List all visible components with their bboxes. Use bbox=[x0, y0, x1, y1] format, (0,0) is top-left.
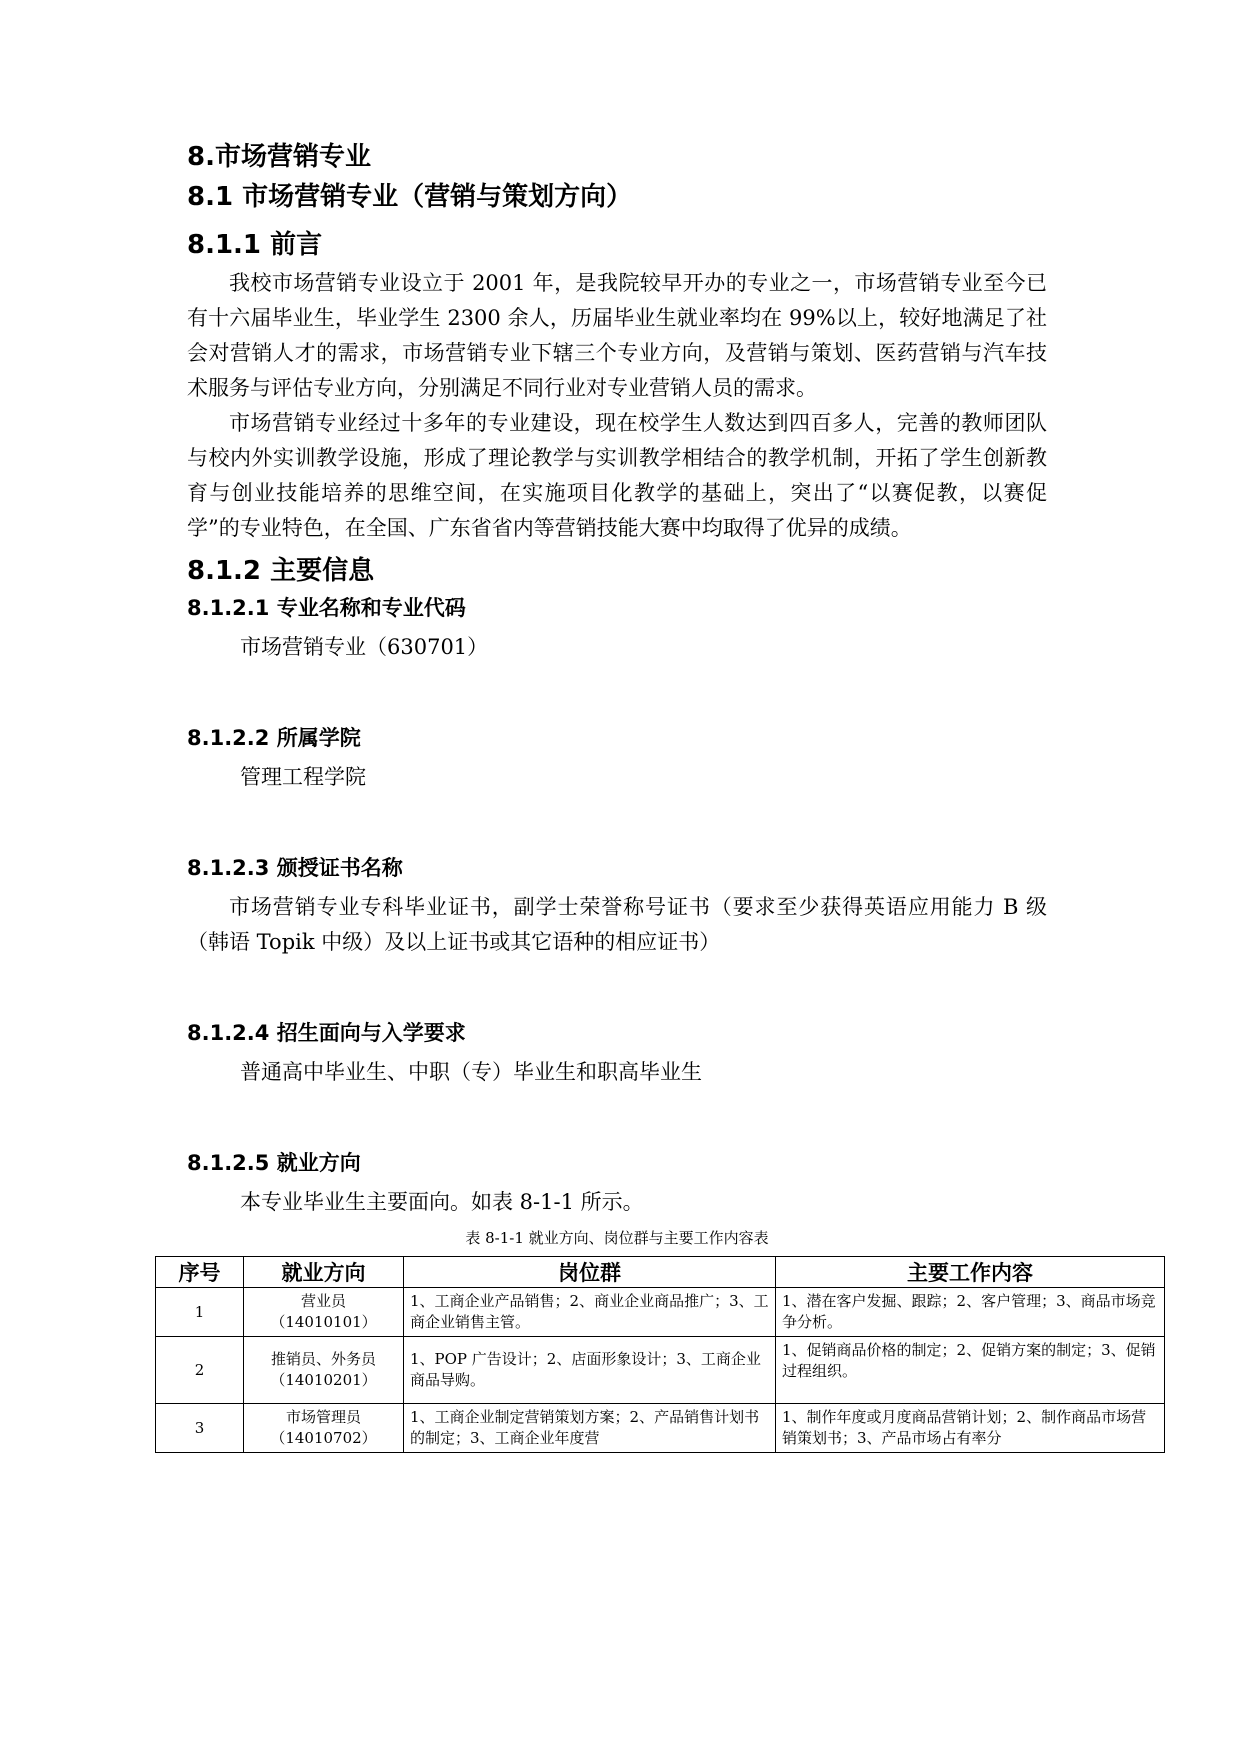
header-direction: 就业方向 bbox=[244, 1257, 404, 1288]
section-title: 8.1 市场营销专业（营销与策划方向） bbox=[187, 182, 633, 212]
table-header-row bbox=[156, 1257, 1165, 1288]
row-no: 3 bbox=[156, 1404, 244, 1453]
table-row bbox=[156, 1337, 1165, 1404]
direction-name: 营业员 bbox=[300, 1292, 346, 1310]
direction-code: （14010201） bbox=[270, 1371, 377, 1389]
row-no: 1 bbox=[156, 1288, 244, 1337]
college-heading: 8.1.2.2 所属学院 bbox=[187, 726, 361, 750]
main-info-heading: 8.1.2 主要信息 bbox=[187, 556, 375, 586]
college-value: 管理工程学院 bbox=[240, 765, 366, 789]
row-direction bbox=[244, 1404, 404, 1453]
direction-code: （14010702） bbox=[270, 1429, 377, 1447]
row-no: 2 bbox=[156, 1337, 244, 1404]
header-jobs: 岗位群 bbox=[404, 1257, 776, 1288]
major-name-code-heading: 8.1.2.1 专业名称和专业代码 bbox=[187, 596, 466, 620]
direction-code: （14010101） bbox=[270, 1313, 377, 1331]
row-content: 1、制作年度或月度商品营销计划；2、制作商品市场营销策划书；3、产品市场占有率分 bbox=[776, 1404, 1165, 1453]
header-no: 序号 bbox=[156, 1257, 244, 1288]
row-direction bbox=[244, 1288, 404, 1337]
row-jobs: 1、POP 广告设计；2、店面形象设计；3、工商企业商品导购。 bbox=[404, 1337, 776, 1404]
admission-value: 普通高中毕业生、中职（专）毕业生和职高毕业生 bbox=[240, 1060, 702, 1084]
certificate-value: 市场营销专业专科毕业证书，副学士荣誉称号证书（要求至少获得英语应用能力 B 级（韩语 Topik 中级）及以上证书或其它语种的相应证书） bbox=[187, 895, 1047, 954]
header-content: 主要工作内容 bbox=[776, 1257, 1165, 1288]
employment-heading: 8.1.2.5 就业方向 bbox=[187, 1151, 361, 1175]
row-direction bbox=[244, 1337, 404, 1404]
chapter-title: 8.市场营销专业 bbox=[187, 142, 371, 172]
preface-paragraph-1: 我校市场营销专业设立于 2001 年，是我院较早开办的专业之一，市场营销专业至今已有十六届毕业生，毕业学生 2300 余人，历届毕业生就业率均在 99%以上，较好地满足了社会对营销人才的需求，市场营销专业下辖三个专业方向，及营销与策划、医药营销与汽车技术服务与评估专业方向，分别满足不同行业对专业营销人员的需求。 bbox=[187, 271, 1047, 400]
preface-heading: 8.1.1 前言 bbox=[187, 230, 323, 260]
row-jobs: 1、工商企业产品销售；2、商业企业商品推广；3、工商企业销售主管。 bbox=[404, 1288, 776, 1337]
preface-paragraph-2: 市场营销专业经过十多年的专业建设，现在校学生人数达到四百多人，完善的教师团队与校内外实训教学设施，形成了理论教学与实训教学相结合的教学机制，开拓了学生创新教育与创业技能培养的思维空间，在实施项目化教学的基础上，突出了“以赛促教，以赛促学”的专业特色，在全国、广东省省内等营销技能大赛中均取得了优异的成绩。 bbox=[187, 411, 1047, 540]
employment-value: 本专业毕业生主要面向。如表 8-1-1 所示。 bbox=[240, 1190, 644, 1214]
major-name-code-value: 市场营销专业（630701） bbox=[240, 635, 489, 659]
row-content: 1、潜在客户发掘、跟踪；2、客户管理；3、商品市场竞争分析。 bbox=[776, 1288, 1165, 1337]
admission-heading: 8.1.2.4 招生面向与入学要求 bbox=[187, 1021, 466, 1045]
direction-name: 市场管理员 bbox=[285, 1408, 361, 1426]
direction-name: 推销员、外务员 bbox=[270, 1350, 376, 1368]
row-jobs: 1、工商企业制定营销策划方案；2、产品销售计划书的制定；3、工商企业年度营 bbox=[404, 1404, 776, 1453]
table-row bbox=[156, 1404, 1165, 1453]
certificate-heading: 8.1.2.3 颁授证书名称 bbox=[187, 856, 403, 880]
document-page bbox=[178, 140, 1156, 1453]
row-content: 1、促销商品价格的制定；2、促销方案的制定；3、促销过程组织。 bbox=[776, 1337, 1165, 1404]
table-caption: 表 8-1-1 就业方向、岗位群与主要工作内容表 bbox=[465, 1229, 769, 1247]
table-row bbox=[156, 1288, 1165, 1337]
employment-table bbox=[155, 1256, 1165, 1453]
